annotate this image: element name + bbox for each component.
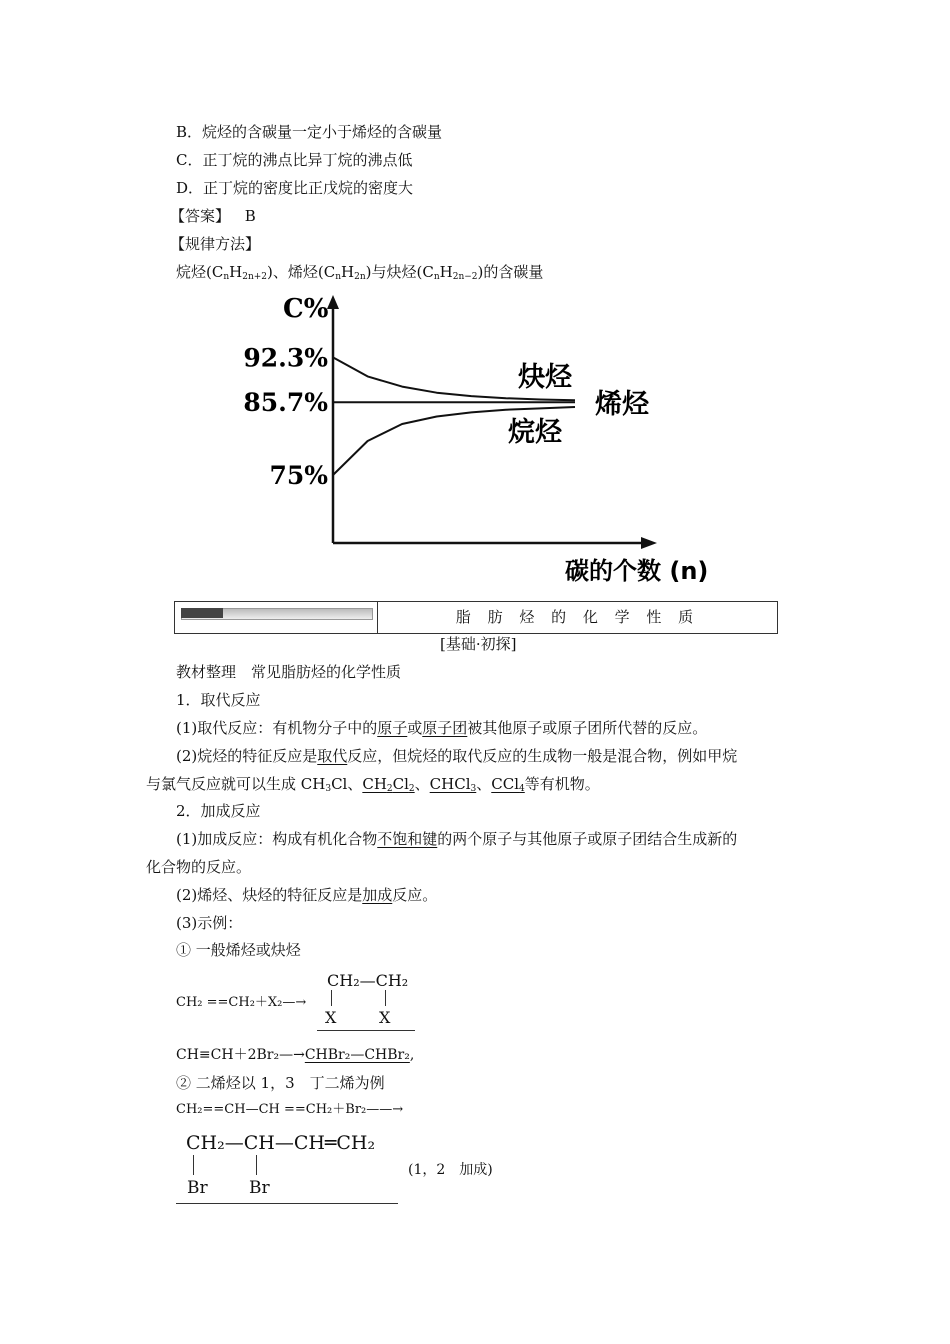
s2-title: 2．加成反应 — [176, 802, 261, 820]
s2-1-cont: 化合物的反应。 — [146, 858, 252, 876]
series-label-0: 炔烃 — [518, 362, 572, 394]
banner-tag-area — [175, 602, 378, 633]
example-2: ② 二烯烃以 1，3 丁二烯为例 — [176, 1074, 385, 1092]
answer-line — [170, 206, 256, 226]
eq1-left: CH₂ ==CH₂＋X₂—→ — [176, 995, 307, 1010]
method-label: 【规律方法】 — [170, 235, 261, 253]
example-1: ① 一般烯烃或炔烃 — [176, 941, 301, 959]
option-c: C．正丁烷的沸点比异丁烷的沸点低 — [176, 151, 413, 169]
y-axis-label: C% — [283, 294, 329, 324]
y-tick-label: 75% — [269, 461, 328, 490]
section-heading: 教材整理 常见脂肪烃的化学性质 — [176, 663, 402, 681]
carbon-content-chart — [175, 285, 709, 595]
banner-subtitle: [基础·初探] — [440, 635, 517, 653]
eq3: CH₂==CH—CH ==CH₂＋Br₂——→ — [176, 1102, 404, 1117]
eq3-bond-2 — [256, 1155, 257, 1175]
y-tick-label: 92.3% — [243, 343, 328, 373]
s2-1: (1)加成反应：构成有机化合物不饱和键的两个原子与其他原子或原子团结合生成新的 — [176, 830, 738, 848]
s1-2: (2)烷烃的特征反应是取代反应，但烷烃的取代反应的生成物一般是混合物，例如甲烷 — [176, 747, 738, 765]
x-axis-label: 碳的个数 (n) — [565, 557, 709, 585]
answer-value: B — [244, 207, 256, 225]
y-axis-arrow — [327, 295, 339, 309]
eq3-note: (1，2 加成) — [408, 1162, 493, 1178]
eq3-underline — [176, 1203, 398, 1204]
eq1-x2: X — [379, 1008, 391, 1027]
section-banner — [174, 601, 778, 634]
eq1-bond-1 — [331, 990, 332, 1006]
method-text: 烷烃$(C_nH_{2n+2})$、烯烃$(C_nH_{2n})$与炔烃$(C_nH_{2n-2})$的含碳量 — [176, 263, 544, 282]
s2-2: (2)烯烃、炔烃的特征反应是加成反应。 — [176, 886, 438, 904]
eq1-x1: X — [325, 1008, 337, 1027]
series-label-1: 烯烃 — [595, 389, 649, 421]
eq1-underline — [317, 1030, 415, 1031]
answer-label: 【答案】 — [170, 207, 231, 225]
s2-3: (3)示例： — [176, 914, 243, 932]
s1-2-cont: 与氯气反应就可以生成 $CH_3Cl$、$CH_2Cl_2$、CHCl$_3$、CCl$_4$等有机物。 — [146, 775, 600, 794]
y-tick-label: 85.7% — [243, 388, 328, 418]
option-d: D．正丁烷的密度比正戊烷的密度大 — [176, 179, 414, 197]
eq2: CH≡CH＋2Br₂—→CHBr₂—CHBr₂, — [176, 1047, 415, 1063]
s1-1: (1)取代反应：有机物分子中的原子或原子团被其他原子或原子团所代替的反应。 — [176, 719, 708, 737]
banner-title: 脂 肪 烃 的 化 学 性 质 — [455, 608, 700, 626]
eq3-br1: Br — [187, 1178, 208, 1198]
eq3-product: CH₂—CH—CH═CH₂ — [186, 1132, 376, 1154]
eq1-product-top: CH₂—CH₂ — [327, 971, 409, 990]
banner-tag-dark — [181, 608, 223, 618]
eq3-br2: Br — [249, 1178, 270, 1198]
s1-title: 1．取代反应 — [176, 691, 261, 709]
option-b: B．烷烃的含碳量一定小于烯烃的含碳量 — [176, 123, 443, 141]
eq1-bond-2 — [385, 990, 386, 1006]
x-axis-arrow — [641, 537, 657, 549]
eq3-bond-1 — [193, 1155, 194, 1175]
series-label-2: 烷烃 — [508, 417, 562, 448]
